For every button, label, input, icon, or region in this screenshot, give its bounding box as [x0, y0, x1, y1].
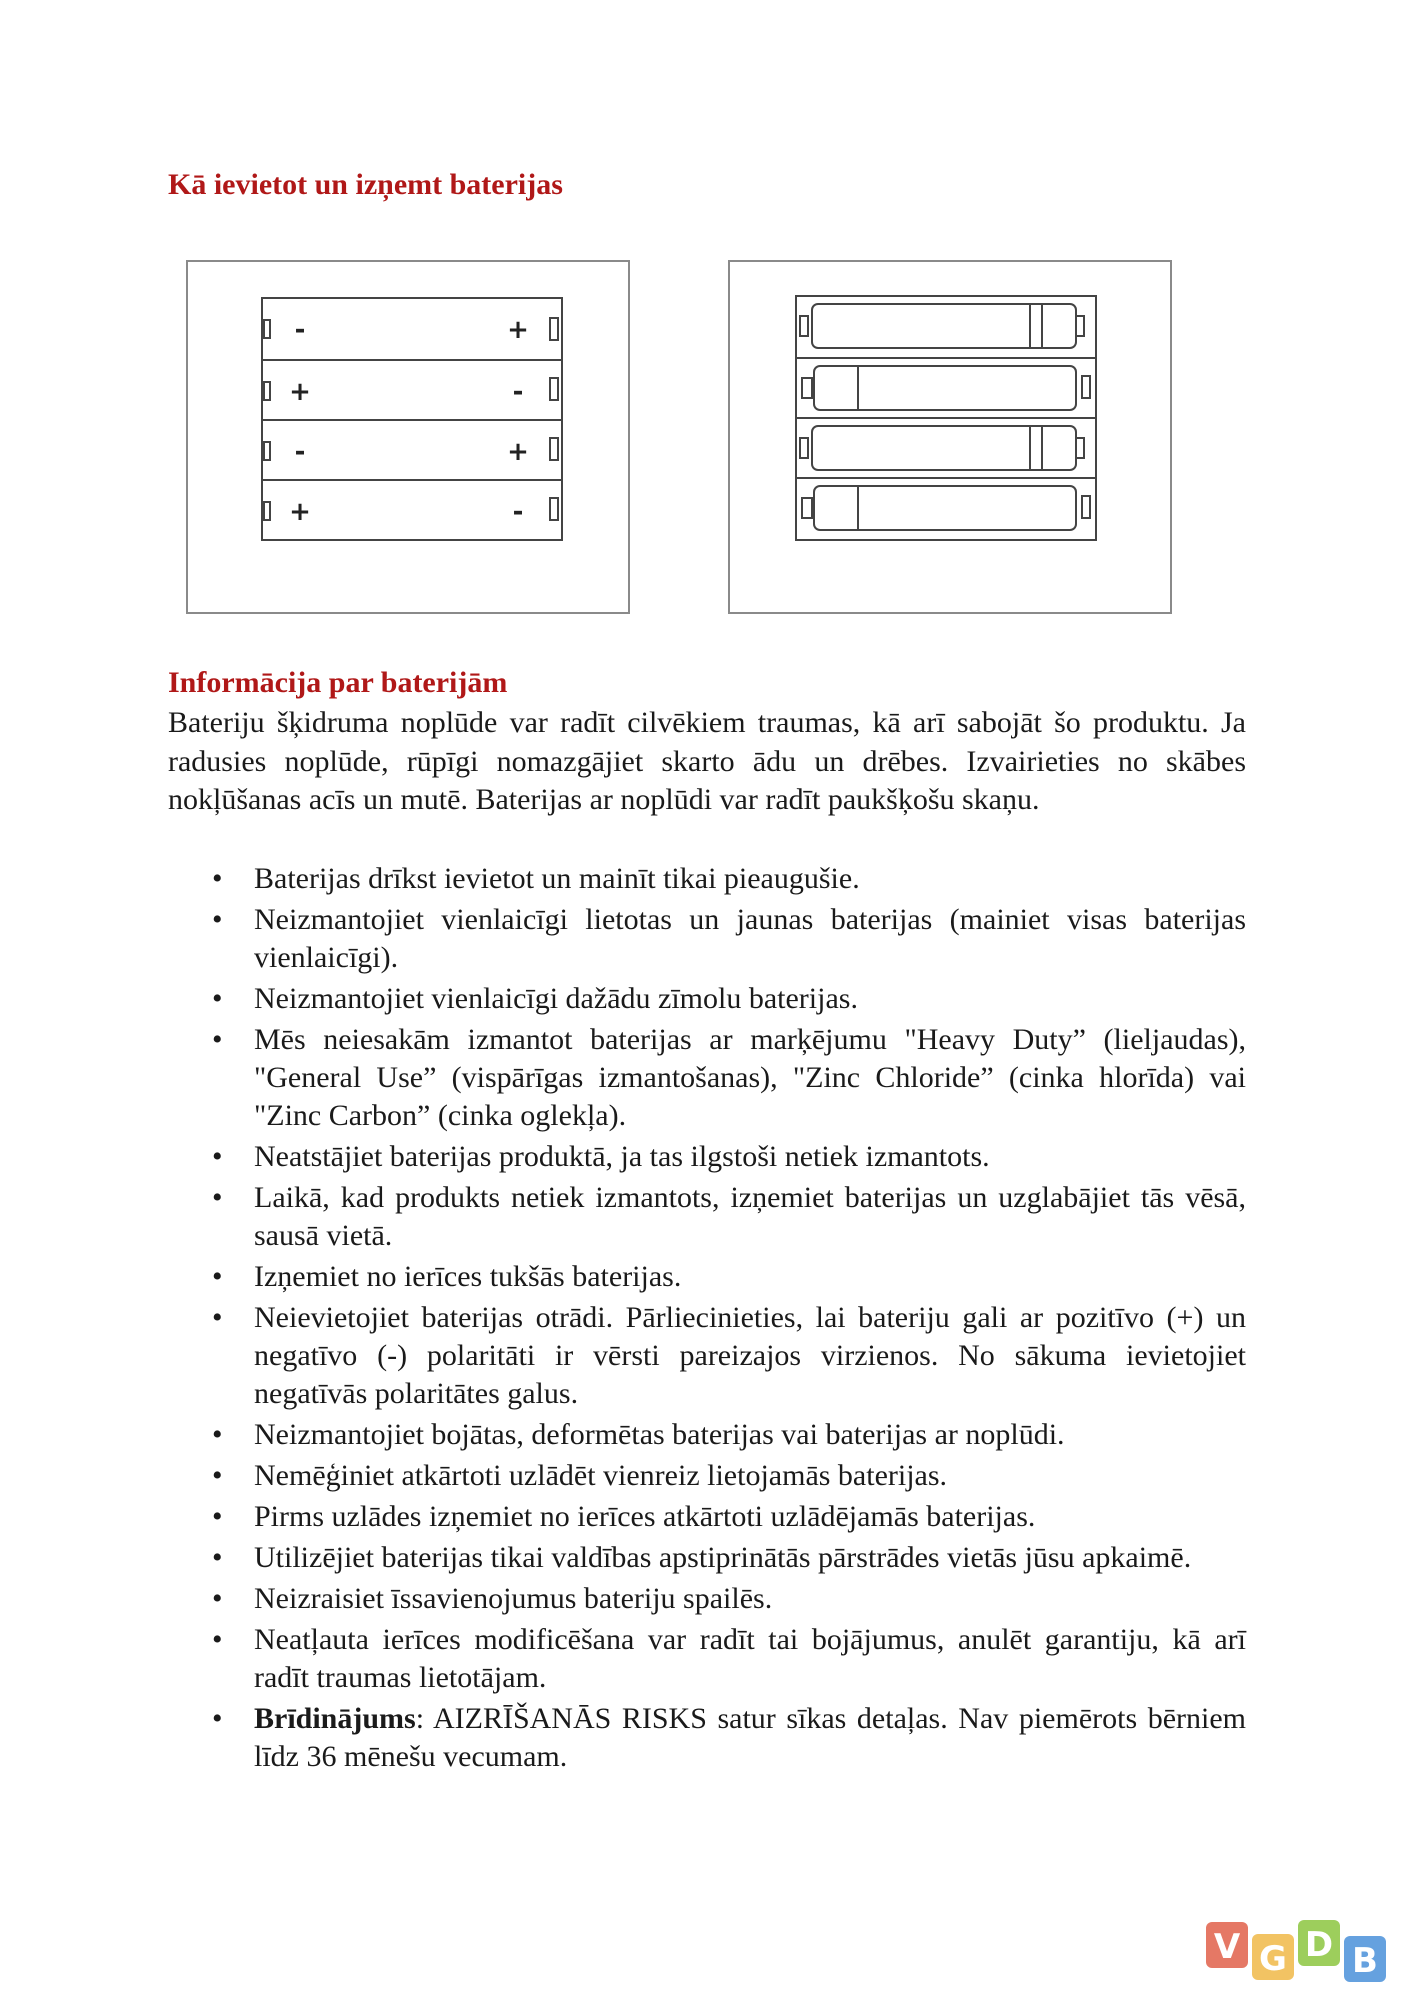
battery-rules-list	[168, 860, 1246, 1779]
polarity-mark-row3-left: -	[294, 437, 306, 467]
battery-compartment-empty-diagram	[188, 262, 632, 616]
list-item: • Neatļauta ierīces modificēšana var radīt tai bojājumus, anulēt garantiju, kā arī radīt traumas lietotājam.	[168, 1621, 1246, 1697]
polarity-mark-row1-left: -	[294, 315, 306, 345]
polarity-mark-row2-left: +	[289, 377, 311, 407]
vgdb-logo	[1204, 1914, 1394, 1990]
list-item: • Neizmantojiet vienlaicīgi dažādu zīmolu baterijas.	[168, 980, 1246, 1018]
list-item: • Neatstājiet baterijas produktā, ja tas ilgstoši netiek izmantots.	[168, 1138, 1246, 1176]
logo-letter-b: B	[1352, 1941, 1378, 1981]
polarity-mark-row4-left: +	[289, 497, 311, 527]
list-item: • Neizmantojiet bojātas, deformētas baterijas vai baterijas ar noplūdi.	[168, 1416, 1246, 1454]
warning-item	[168, 1700, 1246, 1776]
polarity-mark-row2-right: -	[512, 377, 524, 407]
vgdb-logo-graphic	[1204, 1914, 1394, 1990]
polarity-mark-row3-right: +	[507, 437, 529, 467]
logo-letter-v: V	[1213, 1927, 1241, 1967]
warning-label: Brīdinājums	[254, 1702, 416, 1735]
list-item: • Neievietojiet baterijas otrādi. Pārliecinieties, lai bateriju gali ar pozitīvo (+) un negatīvo (-) polaritāti ir vērsti pareizajos virzienos. No sākuma ievietojiet negatīvās polaritātes galus.	[168, 1299, 1246, 1413]
list-item: • Laikā, kad produkts netiek izmantots, izņemiet baterijas un uzglabājiet tās vēsā, sausā vietā.	[168, 1179, 1246, 1255]
list-item: • Utilizējiet baterijas tikai valdības apstiprinātās pārstrādes vietās jūsu apkaimē.	[168, 1539, 1246, 1577]
warning-text: : AIZRĪŠANĀS RISKS satur sīkas detaļas. Nav piemērots bērniem līdz 36 mēnešu vecumam.	[254, 1702, 1246, 1773]
list-item: • Nemēģiniet atkārtoti uzlādēt vienreiz lietojamās baterijas.	[168, 1457, 1246, 1495]
polarity-mark-row4-right: -	[512, 497, 524, 527]
battery-compartment-empty-figure	[186, 260, 630, 614]
list-item: • Mēs neiesakām izmantot baterijas ar marķējumu "Heavy Duty” (lieljaudas), "General Use” (vispārīgas izmantošanas), "Zinc Chloride” (cinka hlorīda) vai "Zinc Carbon” (cinka oglekļa).	[168, 1021, 1246, 1135]
logo-letter-d: D	[1304, 1925, 1334, 1965]
list-item: • Izņemiet no ierīces tukšās baterijas.	[168, 1258, 1246, 1296]
section-title-battery-info: Informācija par baterijām	[168, 666, 508, 699]
battery-compartment-filled-diagram	[730, 262, 1174, 616]
list-item: • Neizmantojiet vienlaicīgi lietotas un jaunas baterijas (mainiet visas baterijas vienlaicīgi).	[168, 901, 1246, 977]
list-item: • Baterijas drīkst ievietot un mainīt tikai pieaugušie.	[168, 860, 1246, 898]
list-item: • Neizraisiet īssavienojumus bateriju spailēs.	[168, 1580, 1246, 1618]
intro-paragraph: Bateriju šķidruma noplūde var radīt cilvēkiem traumas, kā arī sabojāt šo produktu. Ja radusies noplūde, rūpīgi nomazgājiet skarto ādu un drēbes. Izvairieties no skābes nokļūšanas acīs un mutē. Baterijas ar noplūdi var radīt paukšķošu skaņu.	[168, 706, 1246, 816]
battery-compartment-filled-figure	[728, 260, 1172, 614]
section-title-insert-batteries: Kā ievietot un izņemt baterijas	[168, 168, 563, 201]
logo-letter-g: G	[1259, 1939, 1287, 1979]
polarity-mark-row1-right: +	[507, 315, 529, 345]
list-item: • Pirms uzlādes izņemiet no ierīces atkārtoti uzlādējamās baterijas.	[168, 1498, 1246, 1536]
